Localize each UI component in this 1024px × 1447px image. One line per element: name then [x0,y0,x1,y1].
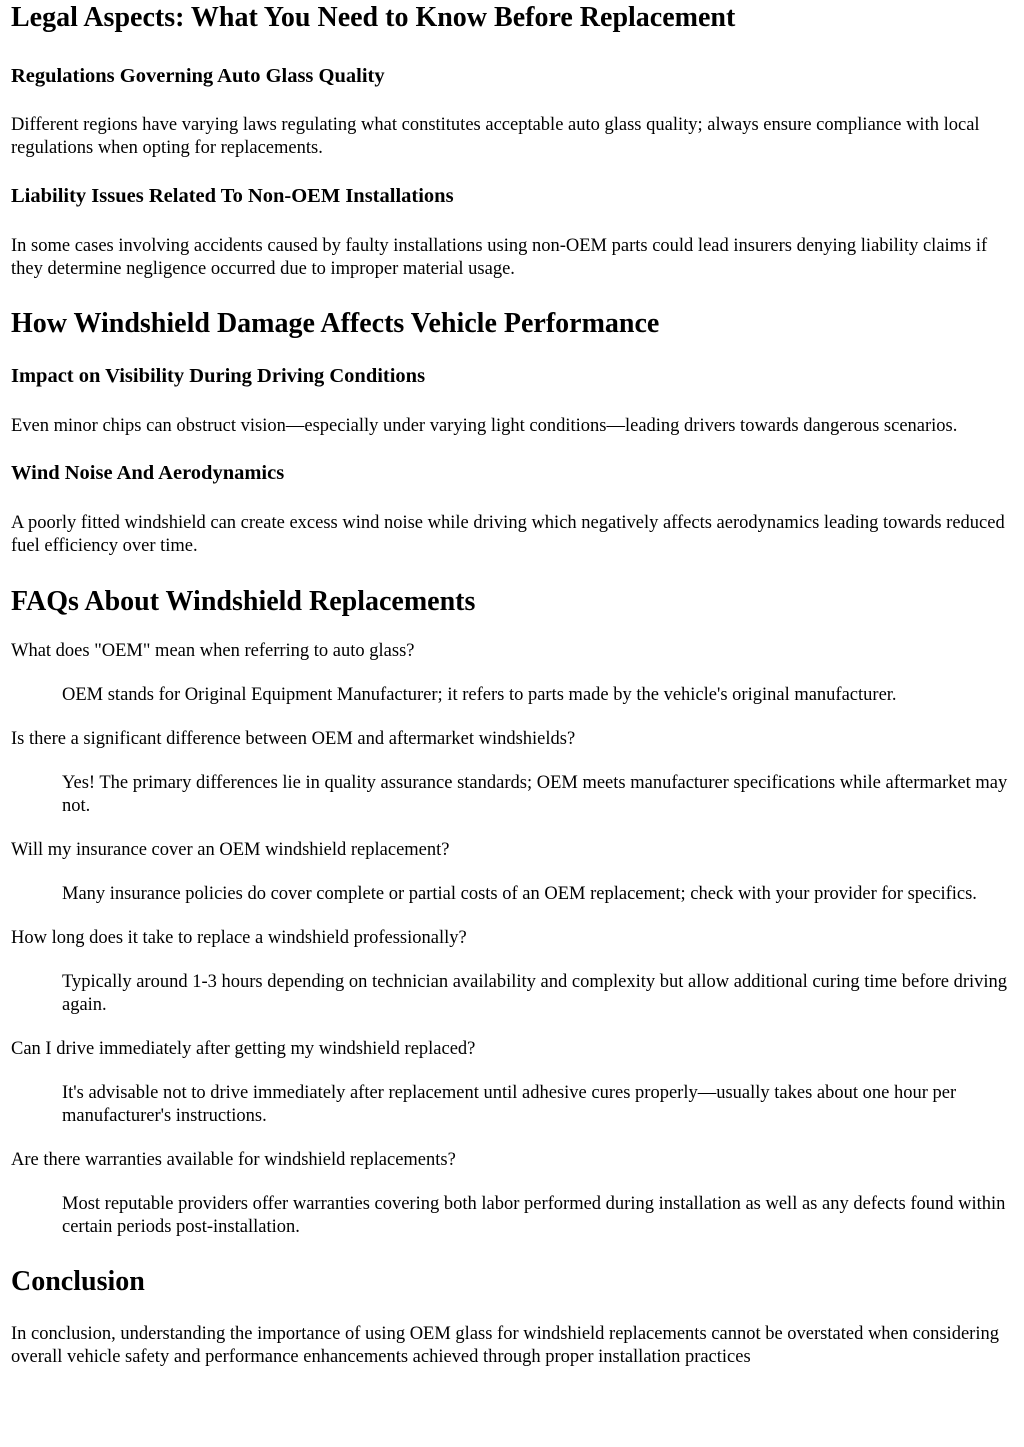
article [0,1,1024,1369]
regulations-heading: Regulations Governing Auto Glass Quality [11,65,385,87]
faq-question: How long does it take to replace a windshield professionally? [11,928,467,948]
wind-noise-heading: Wind Noise And Aerodynamics [11,462,285,484]
faq-answer: It's advisable not to drive immediately after replacement until adhesive cures properly—usually takes about one hour per manufacturer's instructions. [62,1083,957,1126]
faq-answer: OEM stands for Original Equipment Manufacturer; it refers to parts made by the vehicle's original manufacturer. [62,685,897,705]
faq-heading: FAQs About Windshield Replacements [11,586,476,617]
faq-question: Is there a significant difference between OEM and aftermarket windshields? [11,729,576,749]
regulations-paragraph: Different regions have varying laws regulating what constitutes acceptable auto glass quality; always ensure compliance with local regulations when opting for replacements. [11,115,980,158]
performance-heading: How Windshield Damage Affects Vehicle Performance [11,308,660,339]
faq-question: What does "OEM" mean when referring to auto glass? [11,641,415,661]
conclusion-heading: Conclusion [11,1266,145,1297]
faq-answer: Many insurance policies do cover complete or partial costs of an OEM replacement; check with your provider for specifics. [62,884,977,904]
conclusion-paragraph: In conclusion, understanding the importance of using OEM glass for windshield replacements cannot be overstated when considering overall vehicle safety and performance enhancements achieved through proper installation practices [11,1324,999,1367]
visibility-paragraph: Even minor chips can obstruct vision—especially under varying light conditions—leading drivers towards dangerous scenarios. [11,416,958,436]
faq-list [11,640,1014,1239]
liability-heading: Liability Issues Related To Non-OEM Installations [11,185,454,207]
liability-paragraph: In some cases involving accidents caused by faulty installations using non-OEM parts could lead insurers denying liability claims if they determine negligence occurred due to improper material usage. [11,236,988,279]
faq-answer: Typically around 1-3 hours depending on technician availability and complexity but allow additional curing time before driving again. [62,972,1008,1015]
faq-question: Can I drive immediately after getting my windshield replaced? [11,1039,476,1059]
faq-question: Will my insurance cover an OEM windshield replacement? [11,840,450,860]
legal-aspects-heading: Legal Aspects: What You Need to Know Before Replacement [11,2,736,33]
faq-answer: Most reputable providers offer warranties covering both labor performed during installation as well as any defects found within certain periods post-installation. [62,1194,1006,1237]
visibility-heading: Impact on Visibility During Driving Conditions [11,365,426,387]
wind-noise-paragraph: A poorly fitted windshield can create excess wind noise while driving which negatively affects aerodynamics leading towards reduced fuel efficiency over time. [11,513,1005,556]
faq-answer: Yes! The primary differences lie in quality assurance standards; OEM meets manufacturer specifications while aftermarket may not. [62,773,1008,816]
faq-question: Are there warranties available for windshield replacements? [11,1150,456,1170]
